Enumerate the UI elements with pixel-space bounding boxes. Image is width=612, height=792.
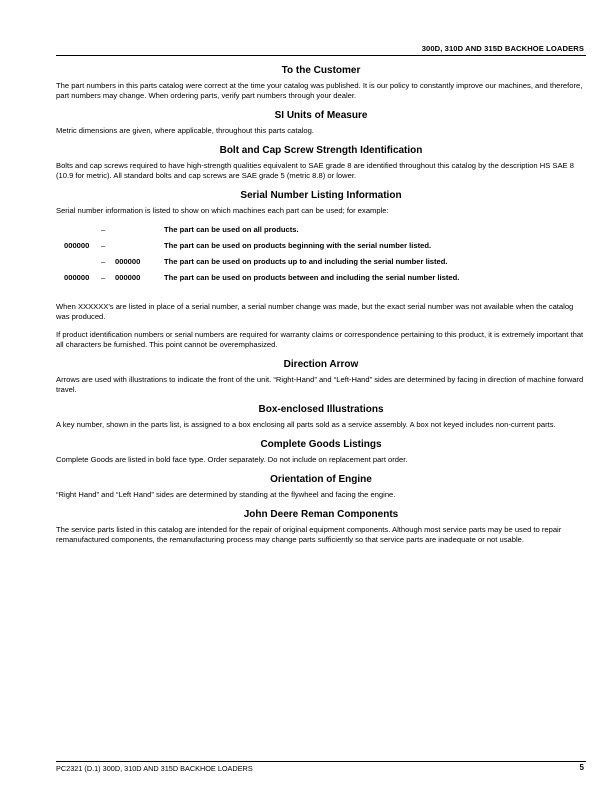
serial-dash: – [101,257,106,266]
serial-row [56,256,586,272]
page-content [56,60,586,553]
serial-dash: – [101,241,106,250]
heading-to-the-customer: To the Customer [281,65,361,76]
paragraph-serial-note-warranty: If product identification numbers or serial numbers are required for warranty claims or correspondence pertaining to this product, it is extremely important that all characters be furnished. This point cannot be overemphasized. [56,330,584,349]
heading-direction-arrow: Direction Arrow [283,359,359,370]
serial-row [56,272,586,288]
serial-dash: – [101,225,106,234]
paragraph-bolt-strength: Bolts and cap screws required to have high-strength qualities equivalent to SAE grade 8 are identified throughout this catalog by the description HS SAE 8 (10.9 for metric). All standard bolts and cap screws are SAE grade 5 (metric 8.8) or lower. [56,161,574,180]
serial-from: 000000 [64,273,90,282]
heading-complete-goods: Complete Goods Listings [260,439,382,450]
serial-description: The part can be used on all products. [164,225,299,234]
paragraph-direction-arrow: Arrows are used with illustrations to indicate the front of the unit. “Right-Hand” and “Left-Hand” sides are determined by facing in direction of machine forward travel. [56,375,584,394]
paragraph-serial-note-xxxxxx: When XXXXXX's are listed in place of a serial number, a serial number change was made, but the exact serial number was not available when the catalog was produced. [56,302,574,321]
serial-row [56,224,586,240]
footer-catalog-id: PC2321 (D.1) 300D, 310D AND 315D BACKHOE LOADERS [56,764,253,773]
paragraph-si-units: Metric dimensions are given, where applicable, throughout this parts catalog. [56,126,314,135]
serial-row [56,240,586,256]
paragraph-to-the-customer: The part numbers in this parts catalog were correct at the time your catalog was published. It is our policy to constantly improve our machines, and therefore, part numbers may change. When ordering parts, verify part numbers through your dealer. [56,81,583,100]
header-rule [56,55,586,56]
heading-reman-components: John Deere Reman Components [243,509,399,520]
paragraph-serial-intro: Serial number information is listed to show on which machines each part can be used; for example: [56,206,389,215]
heading-si-units: SI Units of Measure [274,110,368,121]
running-header: 300D, 310D AND 315D BACKHOE LOADERS [421,44,584,53]
footer-rule [56,761,586,762]
serial-from: 000000 [64,241,90,250]
serial-to: 000000 [115,257,141,266]
paragraph-orientation-engine: “Right Hand” and “Left Hand” sides are determined by standing at the flywheel and facing the engine. [56,490,396,499]
paragraph-complete-goods: Complete Goods are listed in bold face type. Order separately. Do not include on replacement part order. [56,455,408,464]
paragraph-box-enclosed: A key number, shown in the parts list, is assigned to a box enclosing all parts sold as a service assembly. A box not keyed includes non-current parts. [56,420,556,429]
serial-to: 000000 [115,273,141,282]
heading-orientation-engine: Orientation of Engine [270,474,372,485]
serial-description: The part can be used on products beginning with the serial number listed. [164,241,432,250]
heading-box-enclosed: Box-enclosed Illustrations [258,404,384,415]
serial-description: The part can be used on products between and including the serial number listed. [164,273,460,282]
heading-serial-number: Serial Number Listing Information [240,190,402,201]
heading-bolt-strength: Bolt and Cap Screw Strength Identification [219,145,423,156]
serial-dash: – [101,273,106,282]
paragraph-reman-components: The service parts listed in this catalog are intended for the repair of original equipment components. Although most service parts may be used to repair remanufactured components, the remanufacturing process may change parts sufficiently so that service parts are inadequate or not usable. [56,525,562,544]
page-number: 5 [579,763,584,772]
serial-number-examples [56,224,586,288]
serial-description: The part can be used on products up to and including the serial number listed. [164,257,448,266]
